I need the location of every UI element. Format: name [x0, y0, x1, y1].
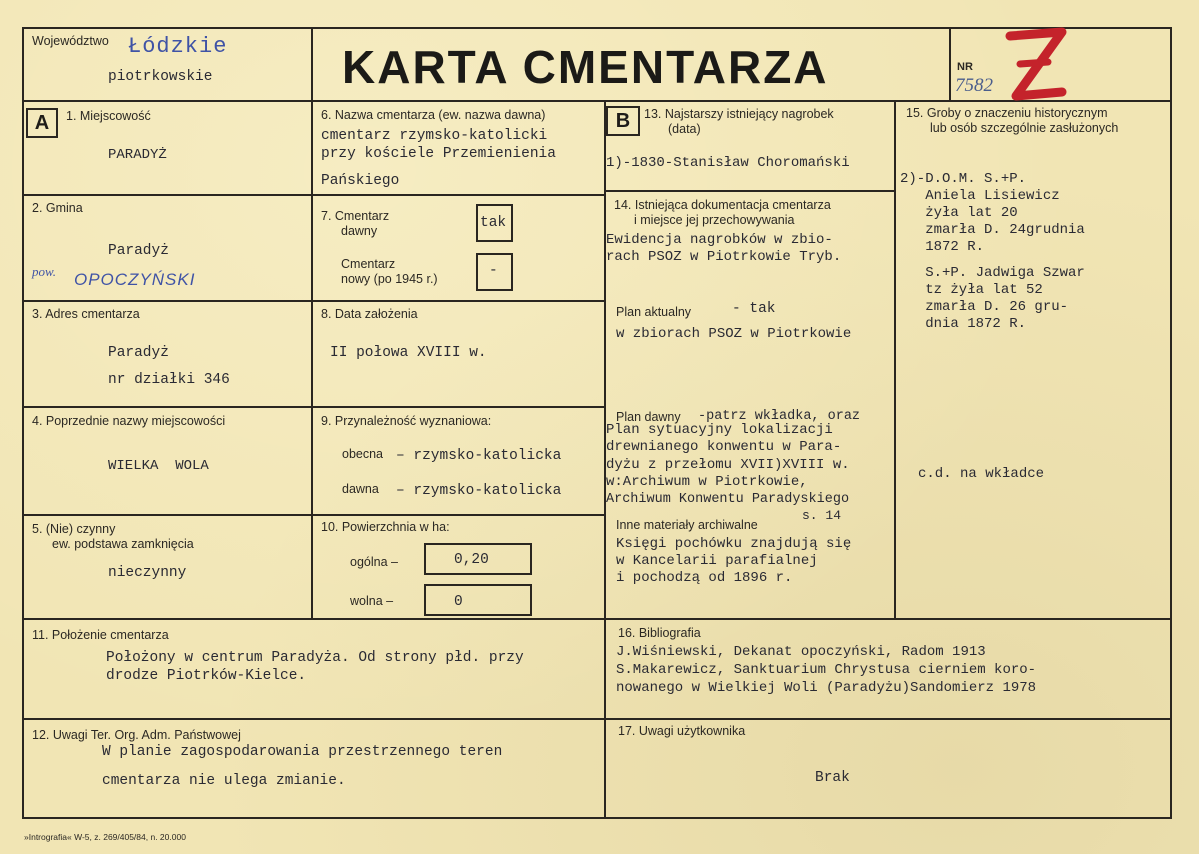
f11-line-2: drodze Piotrków-Kielce.	[106, 668, 307, 684]
f13-value: 1)-1830-Stanisław Choromański	[606, 155, 850, 171]
f11-line-1: Położony w centrum Paradyża. Od strony płd. przy	[106, 650, 524, 666]
f9-obecna-label: obecna	[342, 447, 384, 461]
f12-line-2: cmentarza nie ulega zmianie.	[102, 773, 346, 789]
row-line-2	[22, 300, 605, 302]
f14-plan-aktualny-place: w zbiorach PSOZ w Piotrkowie	[616, 326, 852, 342]
f6-line-1: cmentarz rzymsko-katolicki	[321, 128, 548, 144]
f15-entry1-line-2: Aniela Lisiewicz	[900, 188, 1060, 204]
f16-line-1: J.Wiśniewski, Dekanat opoczyński, Radom 1913	[616, 644, 986, 660]
frame-left	[22, 27, 24, 819]
f14-ewidencja-1: Ewidencja nagrobków w zbio-	[606, 232, 833, 248]
f14-plan-aktualny-value: - tak	[732, 301, 776, 317]
f13-label-1: 13. Najstarszy istniejący nagrobek	[644, 107, 834, 121]
f15-entry1-line-3: żyła lat 20	[900, 205, 1018, 221]
header-divider-1	[311, 27, 313, 102]
f15-entry2-line-4: dnia 1872 R.	[900, 316, 1027, 332]
f9-label: 9. Przynależność wyznaniowa:	[321, 414, 492, 428]
red-nr-mark	[1002, 22, 1072, 112]
f15-continued: c.d. na wkładce	[918, 466, 1045, 482]
f5-value: nieczynny	[108, 565, 187, 581]
f12-line-1: W planie zagospodarowania przestrzennego teren	[102, 744, 503, 760]
f6-line-2: przy kościele Przemienienia	[321, 146, 556, 162]
col-divider-b	[894, 100, 896, 620]
f2-value: Paradyż	[108, 243, 169, 259]
f7-nowy-label-2: nowy (po 1945 r.)	[341, 272, 438, 286]
f9-dawna-value: – rzymsko-katolicka	[396, 483, 562, 499]
wojewodztwo-label: Województwo	[32, 34, 109, 48]
f14-plan-line-3: dyżu z przełomu XVII)XVIII w.	[606, 457, 850, 473]
f14-plan-line-5: Archiwum Konwentu Paradyskiego	[606, 492, 850, 507]
nr-label: NR	[957, 61, 973, 73]
red-nr-mark-text: Z	[1037, 71, 1039, 73]
f7-dawny-value: tak	[480, 215, 507, 231]
f12-label: 12. Uwagi Ter. Org. Adm. Państwowej	[32, 728, 241, 742]
frame-right	[1170, 27, 1172, 819]
f10-wolna-value: 0	[454, 594, 463, 610]
f8-label: 8. Data założenia	[321, 307, 418, 321]
f4-value: WIELKA WOLA	[108, 458, 209, 474]
row-line-11	[22, 718, 1172, 720]
f3-line-2: nr działki 346	[108, 372, 230, 388]
f14-plan-line-1: Plan sytuacyjny lokalizacji	[606, 422, 833, 438]
f8-value: II połowa XVIII w.	[330, 345, 487, 361]
f5-label-2: ew. podstawa zamknięcia	[52, 537, 194, 551]
pow-label: pow.	[32, 264, 56, 279]
f16-label: 16. Bibliografia	[618, 626, 701, 640]
f4-label: 4. Poprzednie nazwy miejscowości	[32, 414, 226, 428]
f17-value: Brak	[815, 770, 850, 786]
f15-entry1-line-1: 2)-D.O.M. S.+P.	[900, 171, 1027, 187]
f14-inne-line-3: i pochodzą od 1896 r.	[616, 570, 793, 586]
f14-plan-line-4: w:Archiwum w Piotrkowie,	[606, 474, 808, 490]
f7-dawny-label: dawny	[341, 224, 378, 238]
frame-top	[22, 27, 1172, 29]
f7-nowy-value: -	[489, 263, 498, 279]
f14-plan-dawny-value: -patrz wkładka, oraz	[698, 409, 861, 424]
f15-label-1: 15. Groby o znaczeniu historycznym	[906, 106, 1108, 120]
f14-label-2: i miejsce jej przechowywania	[634, 213, 795, 227]
f9-dawna-label: dawna	[342, 482, 379, 496]
f13-label-2: (data)	[668, 122, 701, 136]
header-divider-2	[949, 27, 951, 102]
f10-wolna-label: wolna –	[350, 594, 394, 608]
section-a-badge: A	[26, 108, 58, 138]
f15-entry1-line-4: zmarła D. 24grudnia	[900, 222, 1085, 238]
f17-label: 17. Uwagi użytkownika	[618, 724, 746, 738]
f10-label: 10. Powierzchnia w ha:	[321, 520, 450, 534]
f15-entry2-line-1: S.+P. Jadwiga Szwar	[900, 265, 1085, 281]
f14-inne-line-1: Księgi pochówku znajdują się	[616, 536, 852, 552]
f1-label: 1. Miejscowość	[66, 109, 151, 123]
f9-obecna-value: – rzymsko-katolicka	[396, 448, 562, 464]
f14-plan-line-2: drewnianego konwentu w Para-	[606, 439, 842, 455]
f15-entry2-line-3: zmarła D. 26 gru-	[900, 299, 1069, 315]
header-bottom	[22, 100, 1172, 102]
f14-label-1: 14. Istniejąca dokumentacja cmentarza	[614, 198, 831, 212]
row-line-13	[604, 190, 894, 192]
f10-wolna-box	[424, 584, 532, 616]
f14-plan-aktualny-label: Plan aktualny	[616, 305, 692, 319]
f15-entry2-line-2: tz żyła lat 52	[900, 282, 1043, 298]
f7-nowy-label-1: Cmentarz	[341, 257, 396, 271]
row-line-4	[22, 514, 605, 516]
f5-label-1: 5. (Nie) czynny	[32, 522, 116, 536]
f14-plan-page: s. 14	[802, 508, 842, 523]
f2-label: 2. Gmina	[32, 201, 83, 215]
row-line-main	[22, 618, 1172, 620]
f14-plan-dawny-label: Plan dawny	[616, 410, 681, 424]
f14-ewidencja-2: rach PSOZ w Piotrkowie Tryb.	[606, 249, 842, 265]
section-b-badge: B	[606, 106, 640, 136]
f10-ogolna-value: 0,20	[454, 552, 489, 568]
f3-line-1: Paradyż	[108, 345, 169, 361]
row-line-1	[22, 194, 312, 196]
pow-value: OPOCZYŃSKI	[74, 270, 196, 289]
f16-line-3: nowanego w Wielkiej Woli (Paradyżu)Sandomierz 1978	[616, 680, 1037, 696]
region-value: piotrkowskie	[108, 69, 213, 85]
printer-footer: »Intrografia« W-5, z. 269/405/84, n. 20.000	[24, 832, 186, 842]
f10-ogolna-label: ogólna –	[350, 555, 398, 569]
f11-label: 11. Położenie cmentarza	[32, 628, 169, 642]
row-line-1b	[311, 194, 605, 196]
col-divider-a	[311, 100, 313, 620]
f16-line-2: S.Makarewicz, Sanktuarium Chrystusa cierniem koro-	[616, 662, 1037, 678]
f7-label: 7. Cmentarz	[321, 209, 390, 223]
frame-bottom	[22, 817, 1172, 819]
f6-label: 6. Nazwa cmentarza (ew. nazwa dawna)	[321, 108, 546, 122]
f1-value: PARADYŻ	[108, 147, 167, 163]
card-title: KARTA CMENTARZA	[342, 41, 829, 93]
f6-line-3: Pańskiego	[321, 173, 400, 189]
f14-inne-label: Inne materiały archiwalne	[616, 518, 758, 532]
f3-label: 3. Adres cmentarza	[32, 307, 140, 321]
nr-number: 7582	[955, 75, 993, 96]
f14-inne-line-2: w Kancelarii parafialnej	[616, 553, 818, 569]
f15-label-2: lub osób szczególnie zasłużonych	[930, 121, 1119, 135]
wojewodztwo-stamp: Łódzkie	[128, 34, 228, 59]
row-line-3	[22, 406, 605, 408]
f15-entry1-line-5: 1872 R.	[900, 239, 985, 255]
